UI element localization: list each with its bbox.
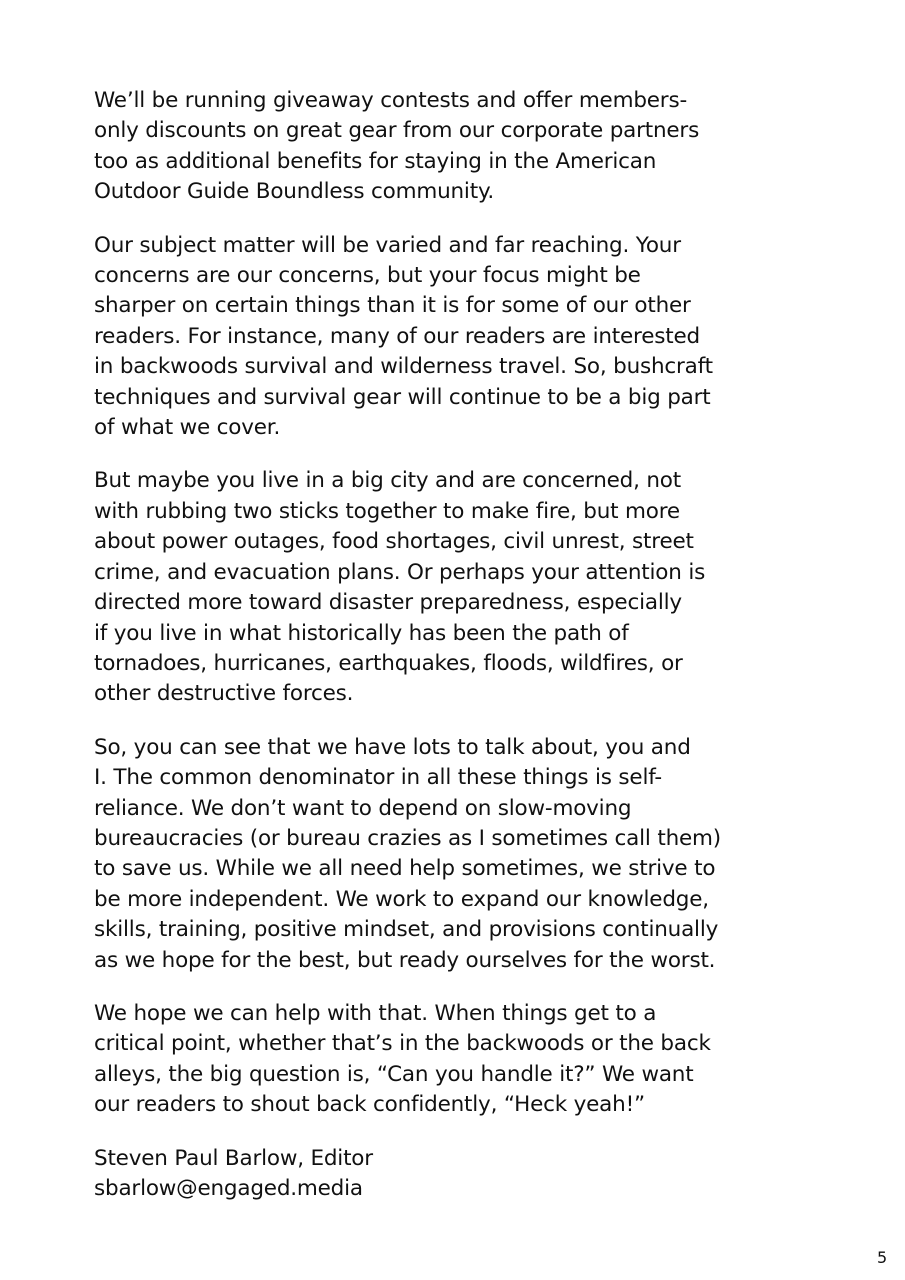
paragraph-self-reliance: So, you can see that we have lots to talk about, you and I. The common denominator in all these things is self- reliance. We don’t want to depend on slow-moving bureaucracies (or bureau crazies as I sometimes call them) to save us. While we all need help sometimes, we strive to be more independent. We work to expand our knowledge, skills, training, positive mindset, and provisions continually as we hope for the best, but ready ourselves for the worst. bbox=[94, 734, 721, 973]
paragraph-giveaways: We’ll be running giveaway contests and offer members- only discounts on great gear from our corporate partners too as additional benefits for staying in the American Outdoor Guide Boundless community. bbox=[94, 88, 700, 205]
paragraph-can-you-handle-it: We hope we can help with that. When things get to a critical point, whether that’s in the backwoods or the back alleys, the big question is, “Can you handle it?” We want our readers to shout back confidently, “Heck yeah!” bbox=[94, 1000, 711, 1118]
editor-name: Steven Paul Barlow, Editor bbox=[94, 1145, 373, 1171]
editor-email: sbarlow@engaged.media bbox=[94, 1176, 363, 1201]
paragraph-subject-matter: Our subject matter will be varied and far reaching. Your concerns are our concerns, but your focus might be sharper on certain things than it is for some of our other readers. For instance, many of our readers are interested in backwoods survival and wilderness travel. So, bushcraft techniques and survival gear will continue to be a big part of what we cover. bbox=[94, 232, 713, 441]
page-number: 5 bbox=[877, 1248, 888, 1267]
article-body bbox=[94, 86, 824, 1204]
paragraph-city-concerns: But maybe you live in a big city and are concerned, not with rubbing two sticks together to make fire, but more about power outages, food shortages, civil unrest, street crime, and evacuation plans. Or perhaps your attention is directed more toward disaster preparedness, especially if you live in what historically has been the path of tornadoes, hurricanes, earthquakes, floods, wildfires, or other destructive forces. bbox=[94, 468, 706, 707]
editor-signature bbox=[94, 1144, 824, 1205]
